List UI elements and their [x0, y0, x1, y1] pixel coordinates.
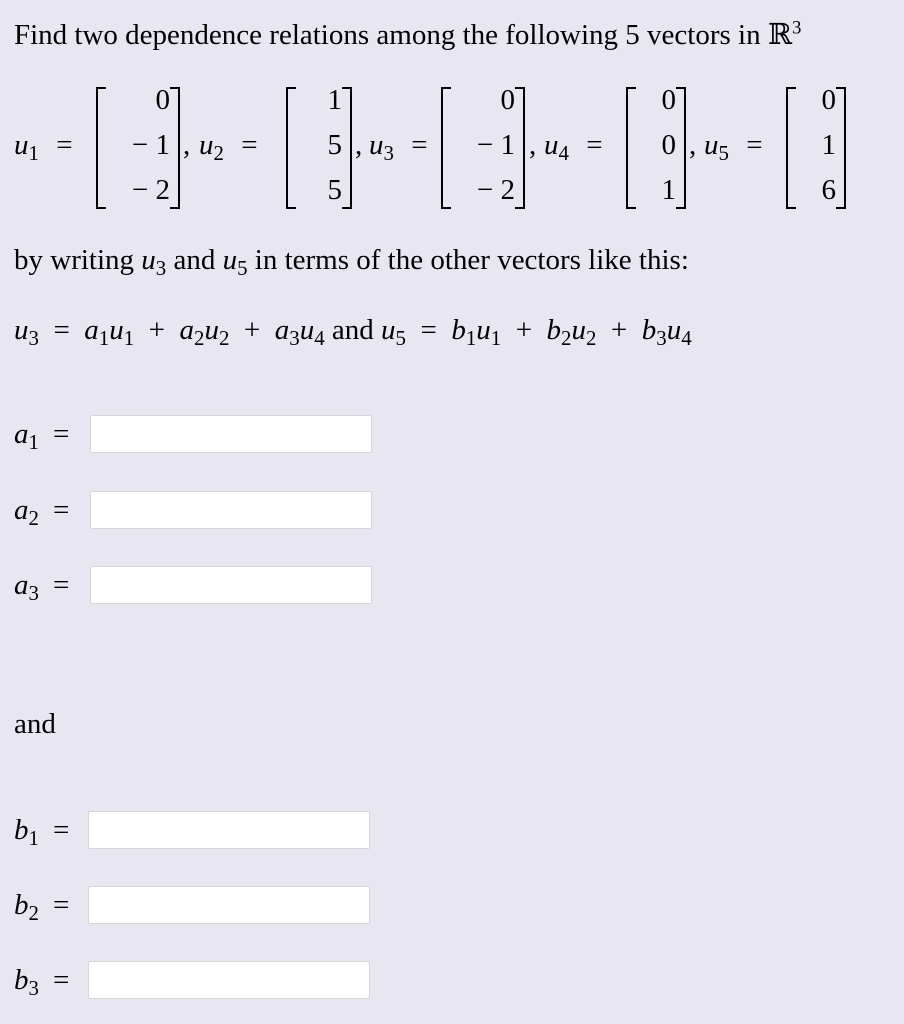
- bracket-right: [170, 87, 180, 209]
- vector-label-u2: $u_2$ =: [199, 129, 258, 165]
- vector-u5: [786, 84, 846, 214]
- a3-input[interactable]: [90, 566, 372, 604]
- vector-entry: − 2: [476, 174, 515, 206]
- intro-text: Find two dependence relations among the following 5 vectors in: [14, 19, 761, 51]
- vector-entry: 5: [327, 174, 342, 206]
- vector-label-u1: $u_1$ =: [14, 129, 73, 165]
- vector-entry: 1: [661, 174, 676, 206]
- vector-u1: [96, 84, 180, 214]
- comma: ,: [355, 129, 363, 161]
- vector-entry: 0: [500, 84, 515, 116]
- vector-entry: 1: [821, 129, 836, 161]
- vector-entry: 0: [155, 84, 170, 116]
- vector-label-u3: $u_3$ =: [369, 129, 428, 165]
- comma: ,: [183, 129, 191, 161]
- vector-entry: 6: [821, 174, 836, 206]
- label-a1: $a_1$ =: [14, 418, 70, 454]
- b1-input[interactable]: [88, 811, 370, 849]
- vector-label-u4: $u_4$ =: [544, 129, 603, 165]
- label-a2: $a_2$ =: [14, 494, 70, 530]
- a2-input[interactable]: [90, 491, 372, 529]
- vector-entry: − 1: [131, 129, 170, 161]
- math-u3: $u_3$: [141, 244, 167, 280]
- bracket-left: [441, 87, 451, 209]
- bracket-left: [786, 87, 796, 209]
- space-dimension: 3: [791, 17, 802, 39]
- bracket-right: [342, 87, 352, 209]
- formula-u5-relation: $u_5 = b_1u_1 + b_2u_2 + b_3u_4$: [381, 314, 692, 350]
- vector-entry: − 1: [476, 129, 515, 161]
- vector-entry: 0: [661, 84, 676, 116]
- instruction-and: and: [173, 244, 216, 276]
- instruction-prefix: by writing: [14, 244, 135, 276]
- vector-entry: − 2: [131, 174, 170, 206]
- separator-and: and: [14, 708, 56, 740]
- bracket-left: [286, 87, 296, 209]
- instruction-line: [14, 244, 689, 280]
- math-u5: $u_5$: [222, 244, 248, 280]
- vector-entry: 0: [661, 129, 676, 161]
- relation-and: and: [331, 314, 374, 346]
- question-intro: [14, 17, 802, 51]
- vector-u4: [626, 84, 686, 214]
- label-b3: $b_3$ =: [14, 964, 70, 1000]
- vector-u2: [286, 84, 352, 214]
- vector-u3: [441, 84, 525, 214]
- bracket-right: [836, 87, 846, 209]
- label-b1: $b_1$ =: [14, 814, 70, 850]
- bracket-right: [676, 87, 686, 209]
- label-b2: $b_2$ =: [14, 889, 70, 925]
- bracket-right: [515, 87, 525, 209]
- label-a3: $a_3$ =: [14, 569, 70, 605]
- space-symbol: ℝ$^3$: [767, 17, 802, 51]
- formula-u3-relation: $u_3 = a_1u_1 + a_2u_2 + a_3u_4$: [14, 314, 325, 350]
- bracket-left: [96, 87, 106, 209]
- vector-label-u5: $u_5$ =: [704, 129, 763, 165]
- b3-input[interactable]: [88, 961, 370, 999]
- a1-input[interactable]: [90, 415, 372, 453]
- vector-list: [14, 84, 894, 214]
- comma: ,: [689, 129, 697, 161]
- vector-entry: 0: [821, 84, 836, 116]
- comma: ,: [529, 129, 537, 161]
- vector-entry: 5: [327, 129, 342, 161]
- b2-input[interactable]: [88, 886, 370, 924]
- instruction-suffix: in terms of the other vectors like this:: [254, 244, 689, 276]
- relation-formula: [14, 314, 692, 350]
- vector-entry: 1: [327, 84, 342, 116]
- bracket-left: [626, 87, 636, 209]
